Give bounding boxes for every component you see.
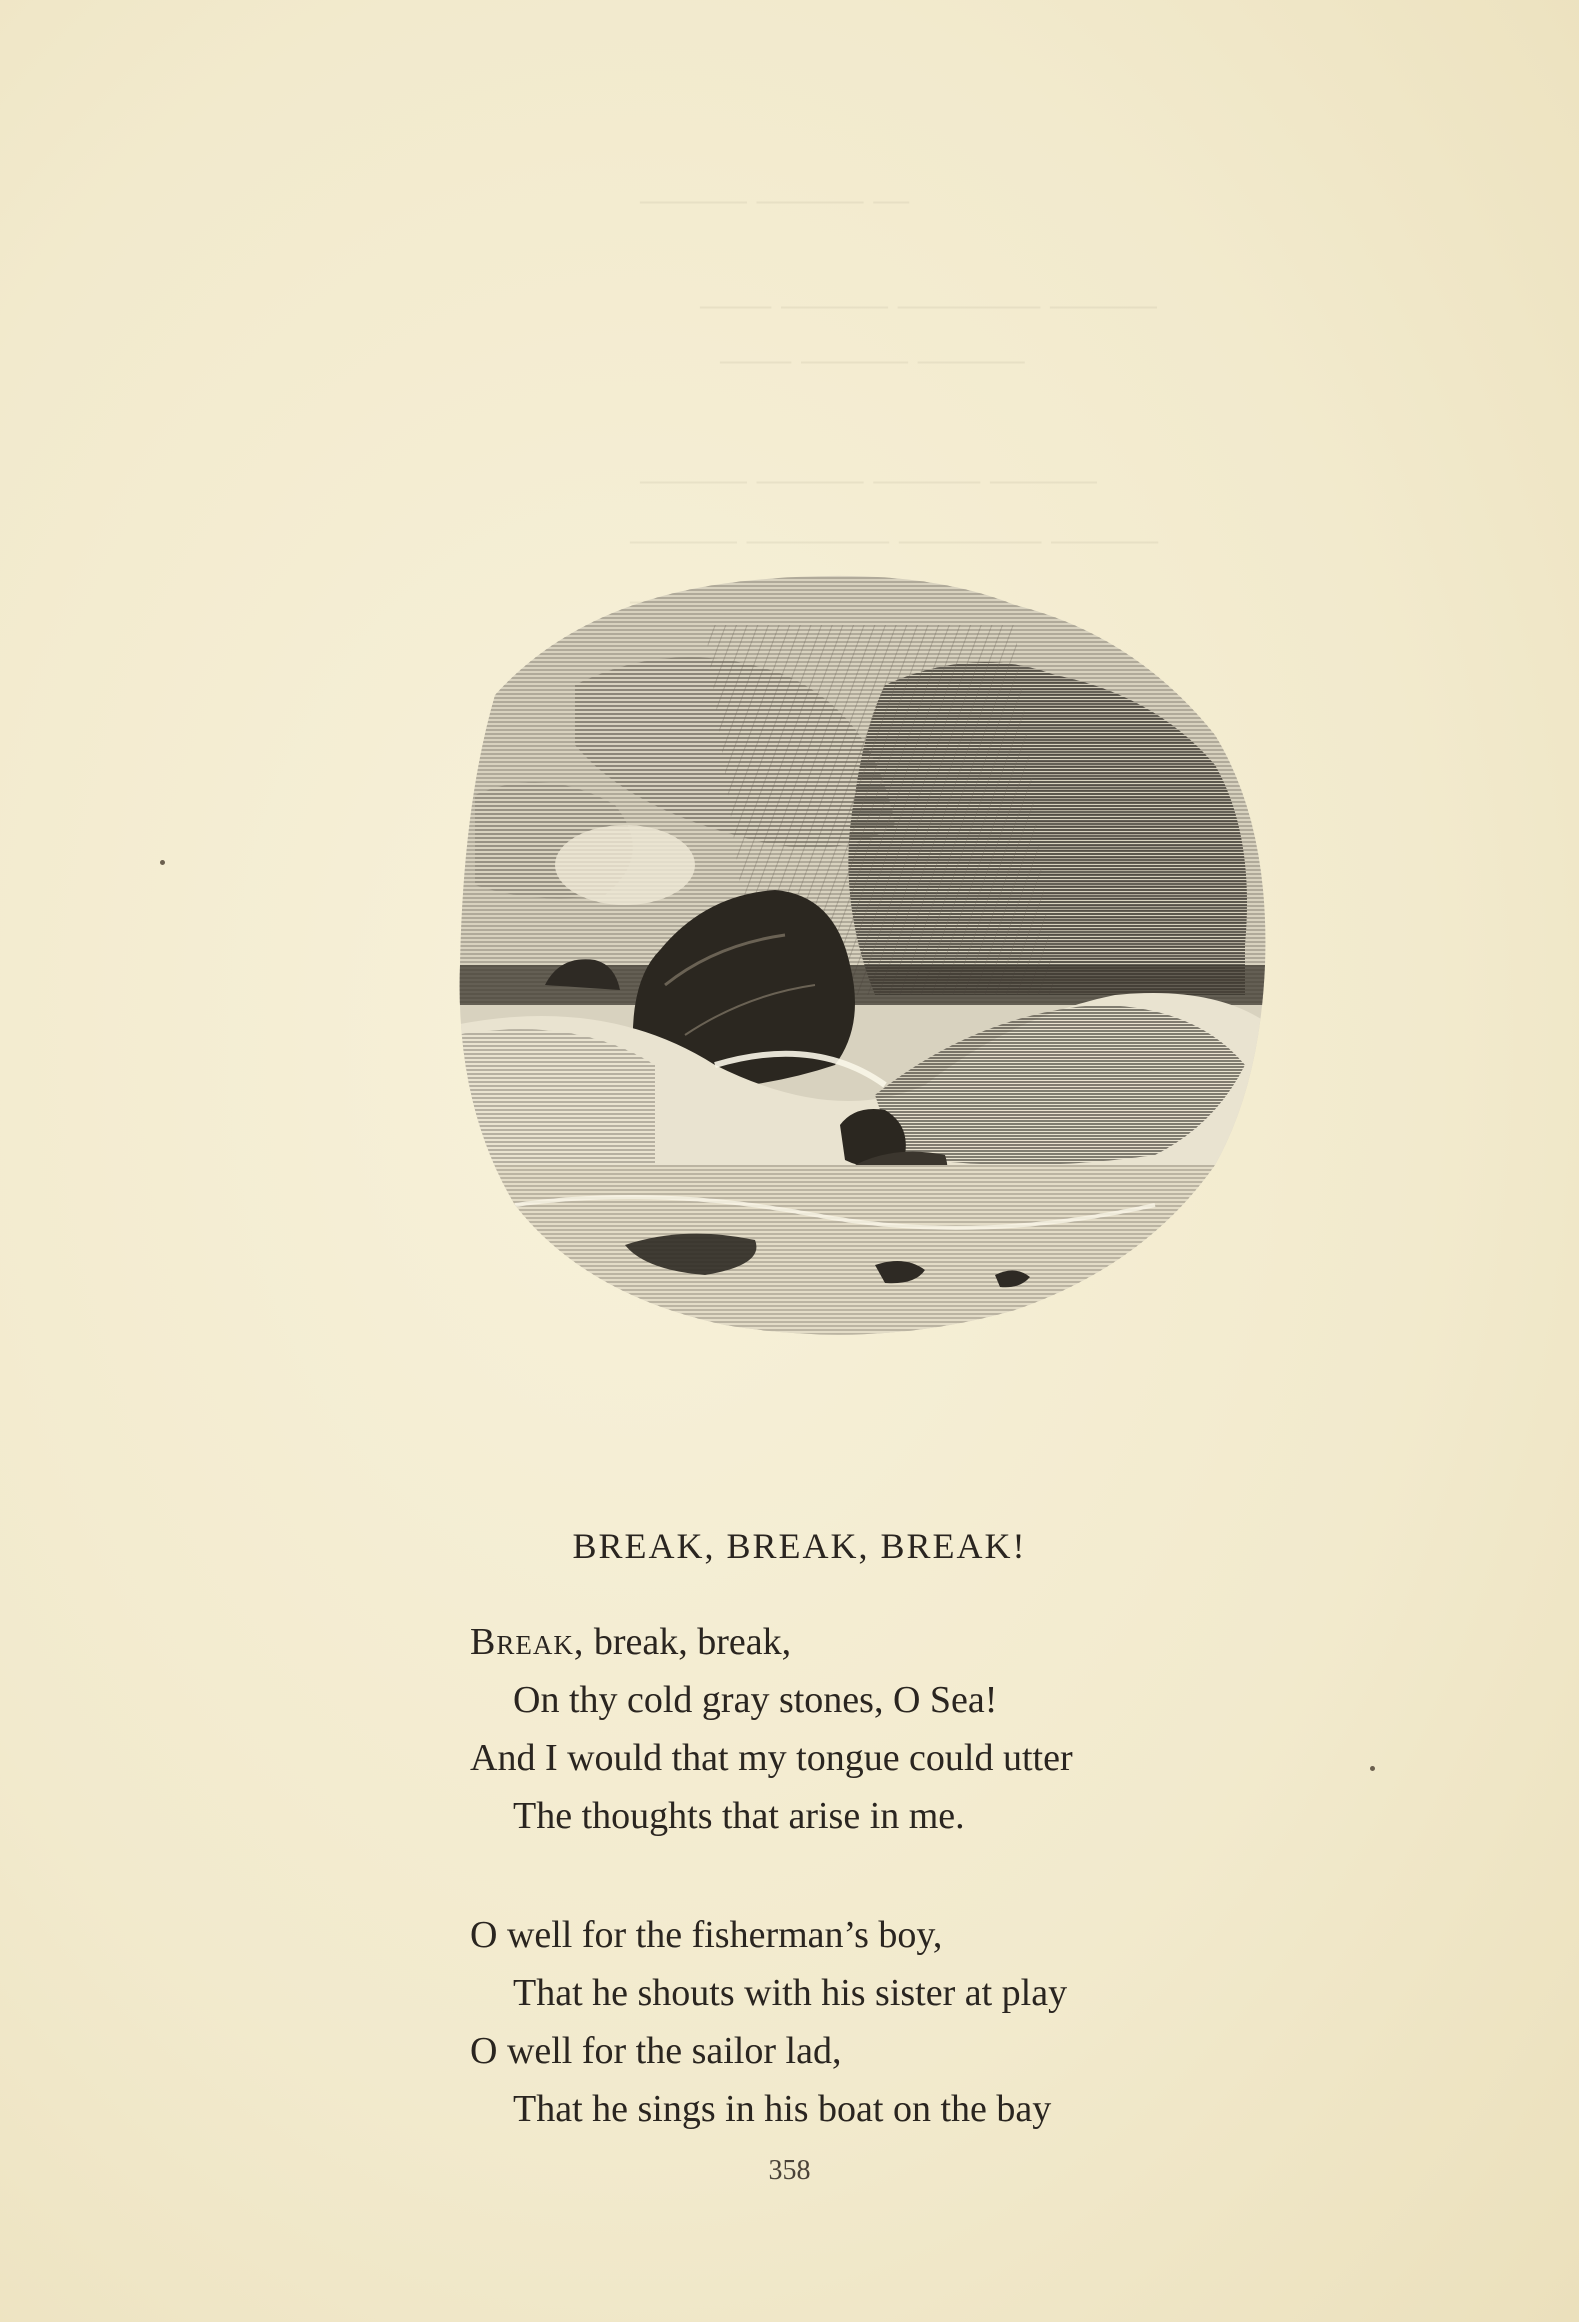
storm-sea-illustration: [455, 565, 1270, 1345]
poem-line: On thy cold gray stones, O Sea!: [513, 1679, 998, 1721]
margin-speck: [160, 860, 165, 865]
poem-line: The thoughts that arise in me.: [513, 1795, 965, 1837]
page-number: 358: [768, 2155, 811, 2186]
margin-speck: [1370, 1766, 1375, 1771]
poem-line: And I would that my tongue could utter: [470, 1737, 1073, 1779]
poem-title-text: BREAK, BREAK, BREAK!: [572, 1526, 1027, 1566]
poem-line: O well for the fisherman’s boy,: [470, 1914, 943, 1956]
poem-line: [470, 1620, 791, 1664]
show-through-text: — ——— ——— ——— ———— ——— —— ——— ——— —— ——— ——— ——— ——— ——— ———— ———— ———: [630, 176, 1158, 561]
poem-line: That he sings in his boat on the bay: [513, 2088, 1052, 2130]
poem-title: [0, 1525, 1579, 1567]
poem-line: O well for the sailor lad,: [470, 2030, 842, 2072]
poem-first-word: Break,: [470, 1621, 585, 1663]
poem-line: That he shouts with his sister at play: [513, 1972, 1068, 2014]
poem-first-line-rest: break, break,: [584, 1621, 792, 1663]
storm-engraving: [455, 565, 1270, 1345]
